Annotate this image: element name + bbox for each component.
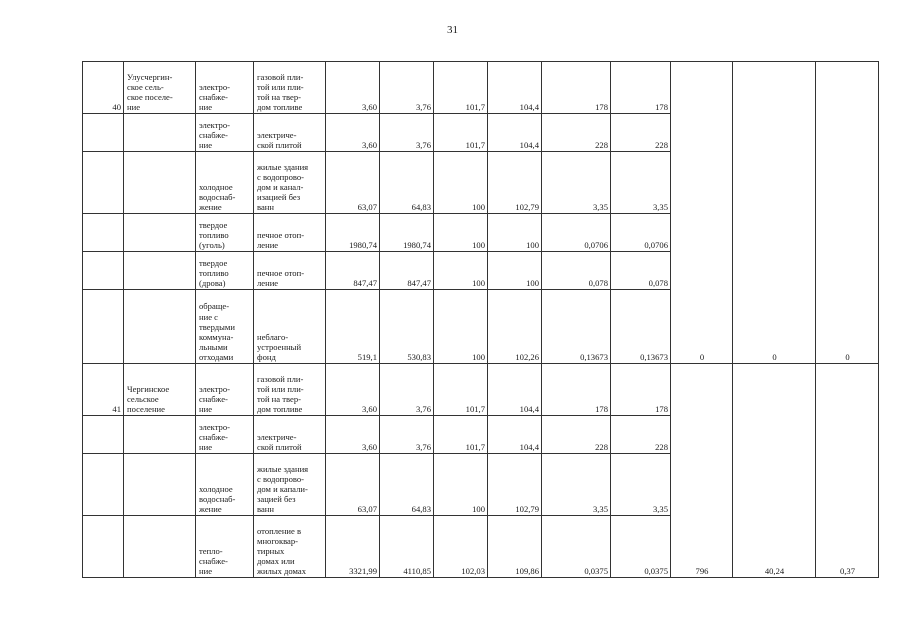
value-cell: 63,07 [326,454,380,516]
value-cell: 102,79 [488,454,542,516]
empty-cell [124,416,196,454]
side-value: 0 [671,62,733,364]
value-cell: 847,47 [326,252,380,290]
value-cell: 109,86 [488,516,542,578]
service-description: газовой пли- той или пли- той на твер- дом топливе [254,364,326,416]
service-type: обраще- ние с твердыми коммуна- льными отходами [196,290,254,364]
value-cell: 3,60 [326,114,380,152]
service-type: электро- снабже- ние [196,416,254,454]
value-cell: 228 [611,114,671,152]
service-type: холодное водоснаб- жение [196,152,254,214]
value-cell: 0,078 [542,252,611,290]
service-type: твердое топливо (дрова) [196,252,254,290]
value-cell: 0,13673 [542,290,611,364]
value-cell: 104,4 [488,114,542,152]
value-cell: 3,60 [326,62,380,114]
settlement-name: Чергинское сельское поселение [124,364,196,416]
value-cell: 100 [434,152,488,214]
value-cell: 100 [488,214,542,252]
value-cell: 0,0375 [611,516,671,578]
value-cell: 530,83 [380,290,434,364]
empty-cell [83,114,124,152]
service-description: отопление в многоквар- тирных домах или жилых домах [254,516,326,578]
value-cell: 100 [434,214,488,252]
value-cell: 3,76 [380,114,434,152]
value-cell: 3321,99 [326,516,380,578]
value-cell: 228 [542,114,611,152]
value-cell: 4110,85 [380,516,434,578]
value-cell: 101,7 [434,62,488,114]
value-cell: 0,078 [611,252,671,290]
service-type: твердое топливо (уголь) [196,214,254,252]
service-description: электриче- ской плитой [254,416,326,454]
value-cell: 100 [434,252,488,290]
row-number: 40 [83,62,124,114]
service-description: жилые здания с водопрово- дом и канал- изацией без ванн [254,152,326,214]
side-value: 0 [733,62,816,364]
value-cell: 3,60 [326,364,380,416]
value-cell: 0,0375 [542,516,611,578]
service-description: печное отоп- ление [254,252,326,290]
service-type: электро- снабже- ние [196,62,254,114]
value-cell: 100 [488,252,542,290]
service-description: неблаго- устроенный фонд [254,290,326,364]
value-cell: 519,1 [326,290,380,364]
service-type: электро- снабже- ние [196,364,254,416]
value-cell: 3,76 [380,416,434,454]
service-description: газовой пли- той или пли- той на твер- дом топливе [254,62,326,114]
side-value: 0,37 [816,364,879,578]
service-type: тепло- снабже- ние [196,516,254,578]
empty-cell [83,416,124,454]
value-cell: 3,60 [326,416,380,454]
row-number: 41 [83,364,124,416]
empty-cell [124,152,196,214]
page-number: 31 [447,24,458,36]
empty-cell [83,252,124,290]
value-cell: 3,35 [611,152,671,214]
empty-cell [124,454,196,516]
service-description: жилые здания с водопрово- дом и капали- зацией без ванн [254,454,326,516]
empty-cell [124,516,196,578]
value-cell: 0,0706 [542,214,611,252]
value-cell: 178 [611,62,671,114]
value-cell: 101,7 [434,416,488,454]
value-cell: 104,4 [488,364,542,416]
empty-cell [124,252,196,290]
value-cell: 1980,74 [326,214,380,252]
value-cell: 101,7 [434,114,488,152]
service-type: холодное водоснаб- жение [196,454,254,516]
value-cell: 0,0706 [611,214,671,252]
empty-cell [124,114,196,152]
value-cell: 101,7 [434,364,488,416]
value-cell: 178 [542,62,611,114]
value-cell: 3,76 [380,364,434,416]
side-value: 0 [816,62,879,364]
value-cell: 3,35 [542,454,611,516]
empty-cell [124,214,196,252]
empty-cell [83,516,124,578]
table-row [83,62,879,114]
value-cell: 178 [611,364,671,416]
empty-cell [124,290,196,364]
value-cell: 1980,74 [380,214,434,252]
value-cell: 102,26 [488,290,542,364]
service-description: электриче- ской плитой [254,114,326,152]
value-cell: 64,83 [380,152,434,214]
service-description: печное отоп- ление [254,214,326,252]
value-cell: 64,83 [380,454,434,516]
empty-cell [83,214,124,252]
value-cell: 102,79 [488,152,542,214]
value-cell: 104,4 [488,62,542,114]
value-cell: 102,03 [434,516,488,578]
value-cell: 3,35 [611,454,671,516]
value-cell: 104,4 [488,416,542,454]
table-row [83,364,879,416]
value-cell: 0,13673 [611,290,671,364]
value-cell: 178 [542,364,611,416]
tariff-table [82,61,879,578]
empty-cell [83,152,124,214]
service-type: электро- снабже- ние [196,114,254,152]
side-value: 796 [671,364,733,578]
value-cell: 100 [434,454,488,516]
side-value: 40,24 [733,364,816,578]
settlement-name: Улусчергин- ское сель- ское поселе- ние [124,62,196,114]
value-cell: 63,07 [326,152,380,214]
value-cell: 228 [542,416,611,454]
value-cell: 100 [434,290,488,364]
value-cell: 847,47 [380,252,434,290]
value-cell: 228 [611,416,671,454]
empty-cell [83,290,124,364]
value-cell: 3,35 [542,152,611,214]
empty-cell [83,454,124,516]
value-cell: 3,76 [380,62,434,114]
